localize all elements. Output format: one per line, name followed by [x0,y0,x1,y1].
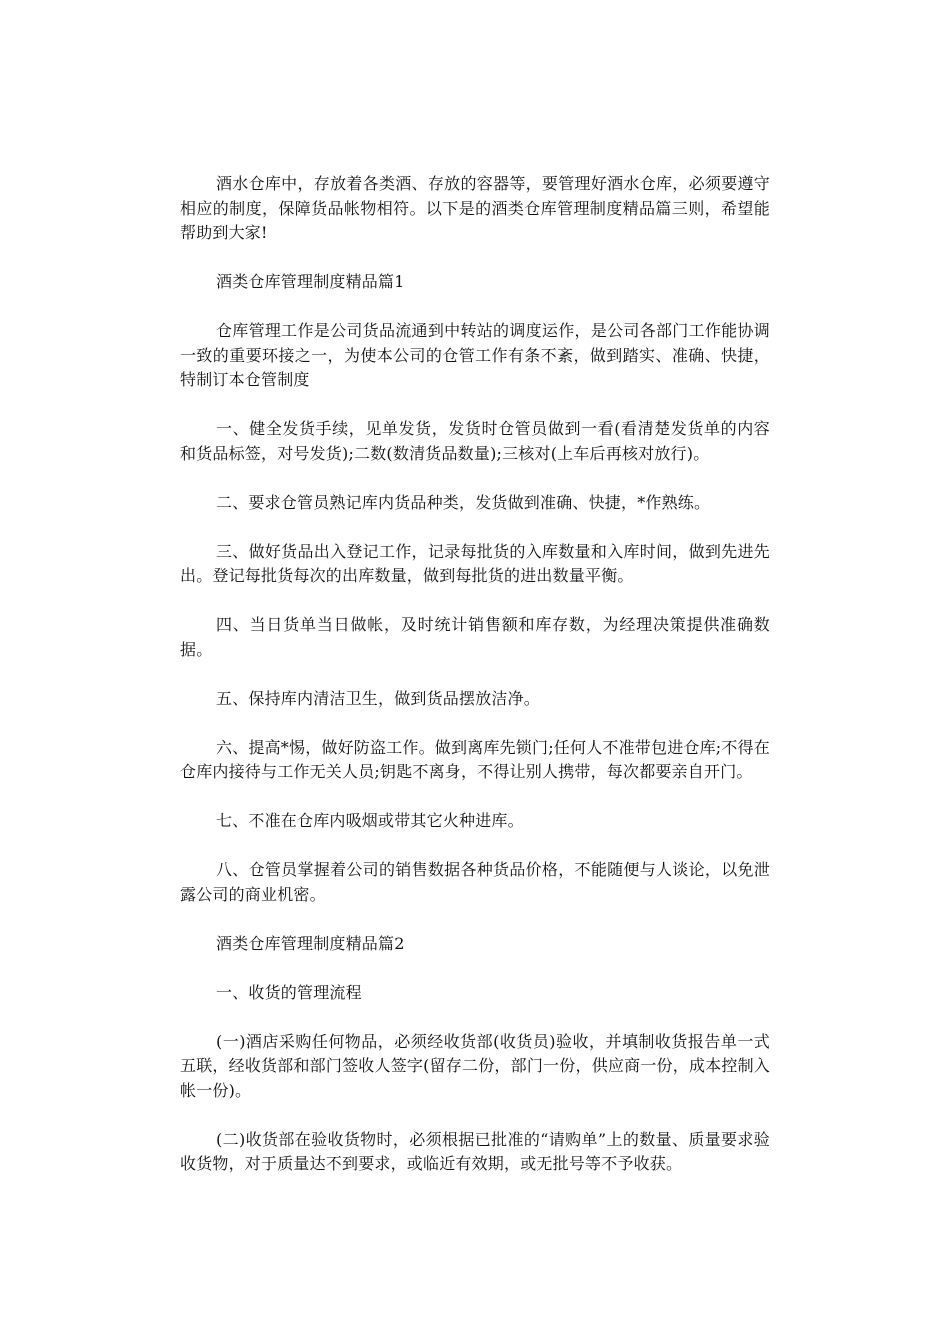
section-heading-1: 酒类仓库管理制度精品篇1 [216,272,405,291]
rule-item-1: 一、健全发货手续，见单发货，发货时仓管员做到一看(看清楚发货单的内容和货品标签，对号发货);二数(数清货品数量);三核对(上车后再核对放行)。 [180,419,770,463]
rule-item-6: 六、提高*惕，做好防盗工作。做到离库先锁门;任何人不准带包进仓库;不得在仓库内接待与工作无关人员;钥匙不离身，不得让别人携带，每次都要亲自开门。 [180,737,770,781]
document-body [180,172,770,1201]
rule-item-8: 八、仓管员掌握着公司的销售数据各种货品价格，不能随便与人谈论，以免泄露公司的商业机密。 [180,860,770,904]
intro-paragraph: 酒水仓库中，存放着各类酒、存放的容器等，要管理好酒水仓库，必须要遵守相应的制度，保障货品帐物相符。以下是的酒类仓库管理制度精品篇三则，希望能帮助到大家! [180,174,770,242]
rule-item-3: 三、做好货品出入登记工作，记录每批货的入库数量和入库时间，做到先进先出。登记每批货每次的出库数量，做到每批货的进出数量平衡。 [180,541,770,585]
rule-item-7: 七、不准在仓库内吸烟或带其它火种进库。 [216,811,524,830]
section-heading-2: 酒类仓库管理制度精品篇2 [216,933,405,953]
process-item-1: (一)酒店采购任何物品，必须经收货部(收货员)验收，并填制收货报告单一式五联，经收货部和部门签收人签字(留存二份，部门一份，供应商一份，成本控制入帐一份)。 [180,1031,770,1100]
rule-item-4: 四、当日货单当日做帐，及时统计销售额和库存数，为经理决策提供准确数据。 [180,615,770,659]
paragraph: 仓库管理工作是公司货品流通到中转站的调度运作，是公司各部门工作能协调一致的重要环接之一，为使本公司的仓管工作有条不紊，做到踏实、准确、快捷，特制订本仓管制度 [180,321,770,389]
subsection-heading: 一、收货的管理流程 [216,982,362,1002]
process-item-2: (二)收货部在验收货物时，必须根据已批准的“请购单”上的数量、质量要求验收货物，对于质量达不到要求，或临近有效期，或无批号等不予收获。 [180,1129,770,1173]
rule-item-5: 五、保持库内清洁卫生，做到货品摆放洁净。 [216,688,541,708]
rule-item-2: 二、要求仓管员熟记库内货品种类，发货做到准确、快捷，*作熟练。 [216,492,711,512]
